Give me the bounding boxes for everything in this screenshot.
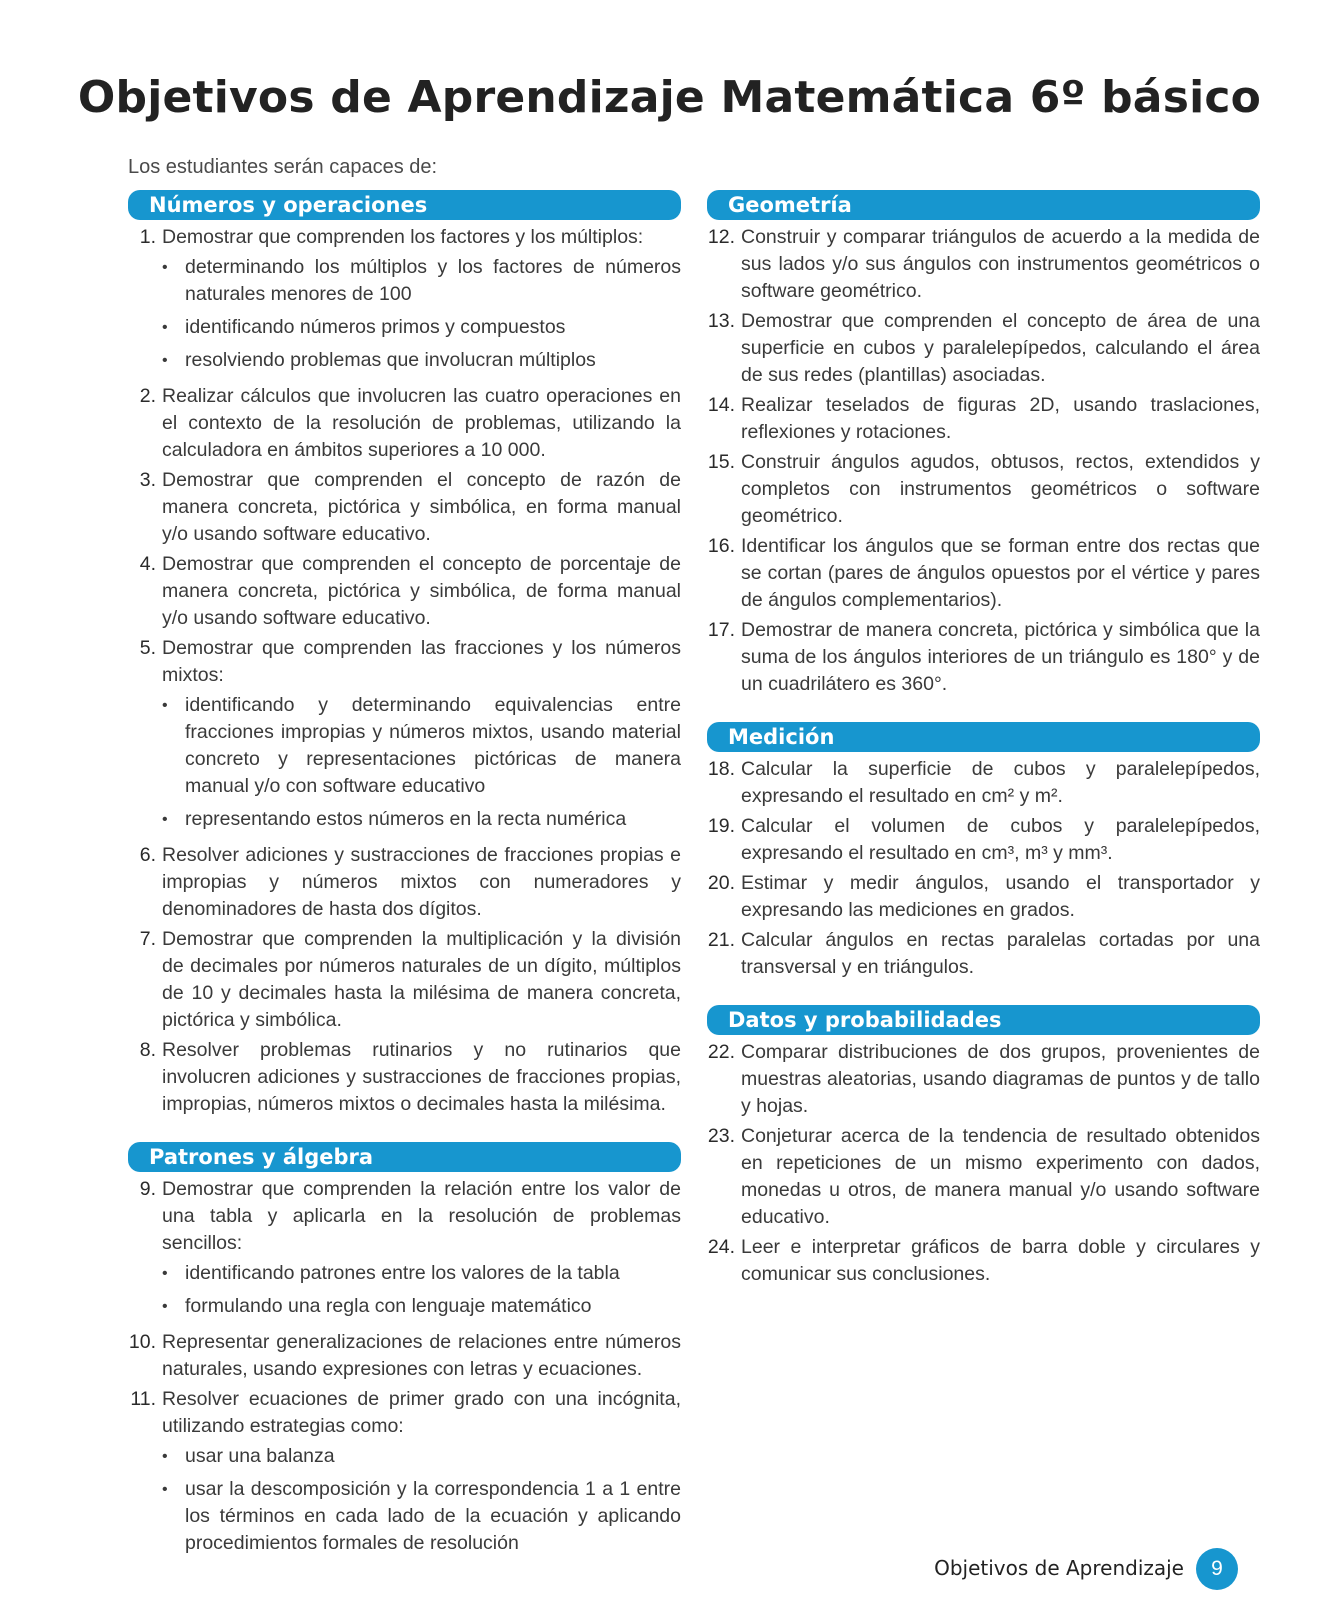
objective-body <box>162 467 681 548</box>
objective-item <box>707 927 1260 981</box>
bullet-item <box>162 806 681 833</box>
objective-text: Realizar teselados de figuras 2D, usando traslaciones, reflexiones y rotaciones. <box>741 394 1260 443</box>
objective-text: Demostrar que comprenden el concepto de área de una superficie en cubos y paralelepípedos, calculando el área de sus redes (plantillas) asociadas. <box>741 310 1260 386</box>
objective-item <box>707 1039 1260 1120</box>
objective-text: Resolver problemas rutinarios y no rutinarios que involucren adiciones y sustracciones de fracciones propias, impropias, números mixtos o decimales hasta la milésima. <box>162 1039 681 1115</box>
bullet-text: usar una balanza <box>185 1445 335 1467</box>
bullet-text: formulando una regla con lenguaje matemático <box>185 1295 592 1317</box>
objective-item <box>707 813 1260 867</box>
footer-label: Objetivos de Aprendizaje <box>934 1556 1184 1580</box>
objective-item <box>128 1386 681 1563</box>
bullet-item <box>162 692 681 800</box>
objective-body <box>741 449 1260 530</box>
objective-item <box>707 308 1260 389</box>
objective-item <box>128 383 681 464</box>
objective-number: 7. <box>139 928 156 950</box>
section-patrones <box>128 1142 681 1563</box>
objective-text: Demostrar que comprenden el concepto de porcentaje de manera concreta, pictórica y simbólica, de forma manual y/o usando software educativo. <box>162 553 681 629</box>
objective-text: Demostrar que comprenden los factores y los múltiplos: <box>162 226 644 248</box>
bullet-icon: • <box>162 1298 168 1315</box>
objective-body <box>741 1123 1260 1231</box>
objective-text: Calcular ángulos en rectas paralelas cortadas por una transversal y en triángulos. <box>741 929 1260 978</box>
section-header: Datos y probabilidades <box>707 1005 1260 1035</box>
objective-number: 9. <box>139 1178 156 1200</box>
objective-body <box>162 383 681 464</box>
objective-text: Conjeturar acerca de la tendencia de resultado obtenidos en repeticiones de un mismo experimento con dados, monedas u otros, de manera manual y/o usando software educativo. <box>741 1125 1260 1228</box>
objective-list <box>707 224 1260 698</box>
bullet-item <box>162 1443 681 1470</box>
bullet-list <box>162 254 681 374</box>
objective-item <box>707 533 1260 614</box>
bullet-item <box>162 1293 681 1320</box>
right-column <box>707 190 1260 1312</box>
objective-item <box>707 392 1260 446</box>
bullet-list <box>162 1443 681 1557</box>
objective-text: Demostrar que comprenden la relación entre los valor de una tabla y aplicarla en la resolución de problemas sencillos: <box>162 1178 681 1254</box>
objective-number: 23. <box>707 1125 735 1147</box>
objective-number: 3. <box>139 469 156 491</box>
objective-text: Leer e interpretar gráficos de barra doble y circulares y comunicar sus conclusiones. <box>741 1236 1260 1285</box>
objective-body <box>741 308 1260 389</box>
objective-body <box>741 1039 1260 1120</box>
bullet-item <box>162 347 681 374</box>
objective-body <box>162 224 681 380</box>
objective-text: Construir y comparar triángulos de acuerdo a la medida de sus lados y/o sus ángulos con instrumentos geométricos o software geométrico. <box>741 226 1260 302</box>
bullet-icon: • <box>162 811 168 828</box>
objective-text: Calcular la superficie de cubos y paralelepípedos, expresando el resultado en cm² y m². <box>741 758 1260 807</box>
objective-number: 17. <box>707 619 735 641</box>
bullet-text: determinando los múltiplos y los factores de números naturales menores de 100 <box>185 256 681 305</box>
bullet-item <box>162 1476 681 1557</box>
objective-list <box>128 224 681 1118</box>
objective-number: 5. <box>139 637 156 659</box>
objective-number: 8. <box>139 1039 156 1061</box>
bullet-text: representando estos números en la recta numérica <box>185 808 627 830</box>
objective-item <box>128 842 681 923</box>
objective-number: 19. <box>707 815 735 837</box>
page-number-badge: 9 <box>1196 1548 1238 1590</box>
bullet-icon: • <box>162 1481 168 1498</box>
objective-number: 12. <box>707 226 735 248</box>
bullet-list <box>162 1260 681 1320</box>
objective-body <box>741 813 1260 867</box>
bullet-icon: • <box>162 1265 168 1282</box>
objective-body <box>741 756 1260 810</box>
objective-body <box>162 1329 681 1383</box>
objective-number: 13. <box>707 310 735 332</box>
objective-body <box>741 927 1260 981</box>
objective-body <box>741 392 1260 446</box>
bullet-list <box>162 692 681 833</box>
objective-item <box>707 224 1260 305</box>
objective-body <box>162 635 681 839</box>
objective-number: 2. <box>139 385 156 407</box>
objective-item <box>128 224 681 380</box>
objective-number: 20. <box>707 872 735 894</box>
objective-item <box>707 870 1260 924</box>
objective-number: 10. <box>128 1331 156 1353</box>
objective-item <box>707 1123 1260 1231</box>
section-numeros <box>128 190 681 1118</box>
bullet-icon: • <box>162 319 168 336</box>
objective-item <box>128 1037 681 1118</box>
objective-text: Identificar los ángulos que se forman entre dos rectas que se cortan (pares de ángulos opuestos por el vértice y pares de ángulos complementarios). <box>741 535 1260 611</box>
objective-item <box>707 617 1260 698</box>
section-header: Medición <box>707 722 1260 752</box>
objective-text: Realizar cálculos que involucren las cuatro operaciones en el contexto de la resolución de problemas, utilizando la calculadora en ámbitos superiores a 10 000. <box>162 385 681 461</box>
page-title: Objetivos de Aprendizaje Matemática 6º básico <box>77 72 1262 123</box>
objective-item <box>707 756 1260 810</box>
objective-number: 14. <box>707 394 735 416</box>
bullet-text: identificando patrones entre los valores de la tabla <box>185 1262 620 1284</box>
objective-text: Resolver ecuaciones de primer grado con una incógnita, utilizando estrategias como: <box>162 1388 681 1437</box>
objective-text: Demostrar que comprenden el concepto de razón de manera concreta, pictórica y simbólica, en forma manual y/o usando software educativo. <box>162 469 681 545</box>
objective-item <box>128 635 681 839</box>
objective-body <box>162 926 681 1034</box>
objective-number: 24. <box>707 1236 735 1258</box>
objective-item <box>128 926 681 1034</box>
bullet-icon: • <box>162 1448 168 1465</box>
section-medicion <box>707 722 1260 981</box>
objective-number: 1. <box>139 226 156 248</box>
objective-text: Demostrar que comprenden las fracciones y los números mixtos: <box>162 637 681 686</box>
objective-number: 6. <box>139 844 156 866</box>
objective-list <box>707 756 1260 981</box>
bullet-icon: • <box>162 259 168 276</box>
intro-text: Los estudiantes serán capaces de: <box>128 156 438 178</box>
objective-body <box>741 617 1260 698</box>
objective-body <box>741 870 1260 924</box>
objective-list <box>128 1176 681 1563</box>
bullet-item <box>162 254 681 308</box>
bullet-text: identificando y determinando equivalencias entre fracciones impropias y números mixtos, usando material concreto y representaciones pictóricas de manera manual y/o con software educativo <box>185 694 681 797</box>
objective-number: 16. <box>707 535 735 557</box>
objective-item <box>707 1234 1260 1288</box>
objective-body <box>741 224 1260 305</box>
objective-item <box>128 551 681 632</box>
section-geometria <box>707 190 1260 698</box>
section-datos <box>707 1005 1260 1288</box>
objective-number: 11. <box>130 1388 156 1410</box>
objective-text: Comparar distribuciones de dos grupos, provenientes de muestras aleatorias, usando diagramas de puntos y de tallo y hojas. <box>741 1041 1260 1117</box>
section-header: Números y operaciones <box>128 190 681 220</box>
bullet-item <box>162 314 681 341</box>
objective-body <box>162 551 681 632</box>
bullet-text: usar la descomposición y la correspondencia 1 a 1 entre los términos en cada lado de la ecuación y aplicando procedimientos formales de resolución <box>185 1478 681 1554</box>
objective-body <box>741 1234 1260 1288</box>
bullet-text: resolviendo problemas que involucran múltiplos <box>185 349 596 371</box>
objective-body <box>162 1176 681 1326</box>
bullet-icon: • <box>162 697 168 714</box>
objective-text: Estimar y medir ángulos, usando el transportador y expresando las mediciones en grados. <box>741 872 1260 921</box>
objective-item <box>128 1329 681 1383</box>
objective-item <box>128 1176 681 1326</box>
objective-text: Representar generalizaciones de relaciones entre números naturales, usando expresiones con letras y ecuaciones. <box>162 1331 681 1380</box>
objective-list <box>707 1039 1260 1288</box>
objective-item <box>128 467 681 548</box>
objective-number: 15. <box>707 451 735 473</box>
objective-body <box>162 1386 681 1563</box>
objective-text: Demostrar que comprenden la multiplicación y la división de decimales por números naturales de un dígito, múltiplos de 10 y decimales hasta la milésima de manera concreta, pictórica y simbólica. <box>162 928 681 1031</box>
objective-body <box>162 842 681 923</box>
objective-item <box>707 449 1260 530</box>
objective-number: 4. <box>139 553 156 575</box>
objective-text: Demostrar de manera concreta, pictórica y simbólica que la suma de los ángulos interiores de un triángulo es 180° y de un cuadrilátero es 360°. <box>741 619 1260 695</box>
objective-number: 18. <box>707 758 735 780</box>
objective-number: 22. <box>707 1041 735 1063</box>
bullet-item <box>162 1260 681 1287</box>
section-header: Patrones y álgebra <box>128 1142 681 1172</box>
objective-body <box>162 1037 681 1118</box>
bullet-text: identificando números primos y compuestos <box>185 316 566 338</box>
bullet-icon: • <box>162 352 168 369</box>
left-column <box>128 190 681 1587</box>
objective-text: Resolver adiciones y sustracciones de fracciones propias e impropias y números mixtos con numeradores y denominadores de hasta dos dígitos. <box>162 844 681 920</box>
objective-text: Construir ángulos agudos, obtusos, rectos, extendidos y completos con instrumentos geométricos o software geométrico. <box>741 451 1260 527</box>
objective-text: Calcular el volumen de cubos y paralelepípedos, expresando el resultado en cm³, m³ y mm³. <box>741 815 1260 864</box>
objective-number: 21. <box>707 929 735 951</box>
section-header: Geometría <box>707 190 1260 220</box>
objective-body <box>741 533 1260 614</box>
